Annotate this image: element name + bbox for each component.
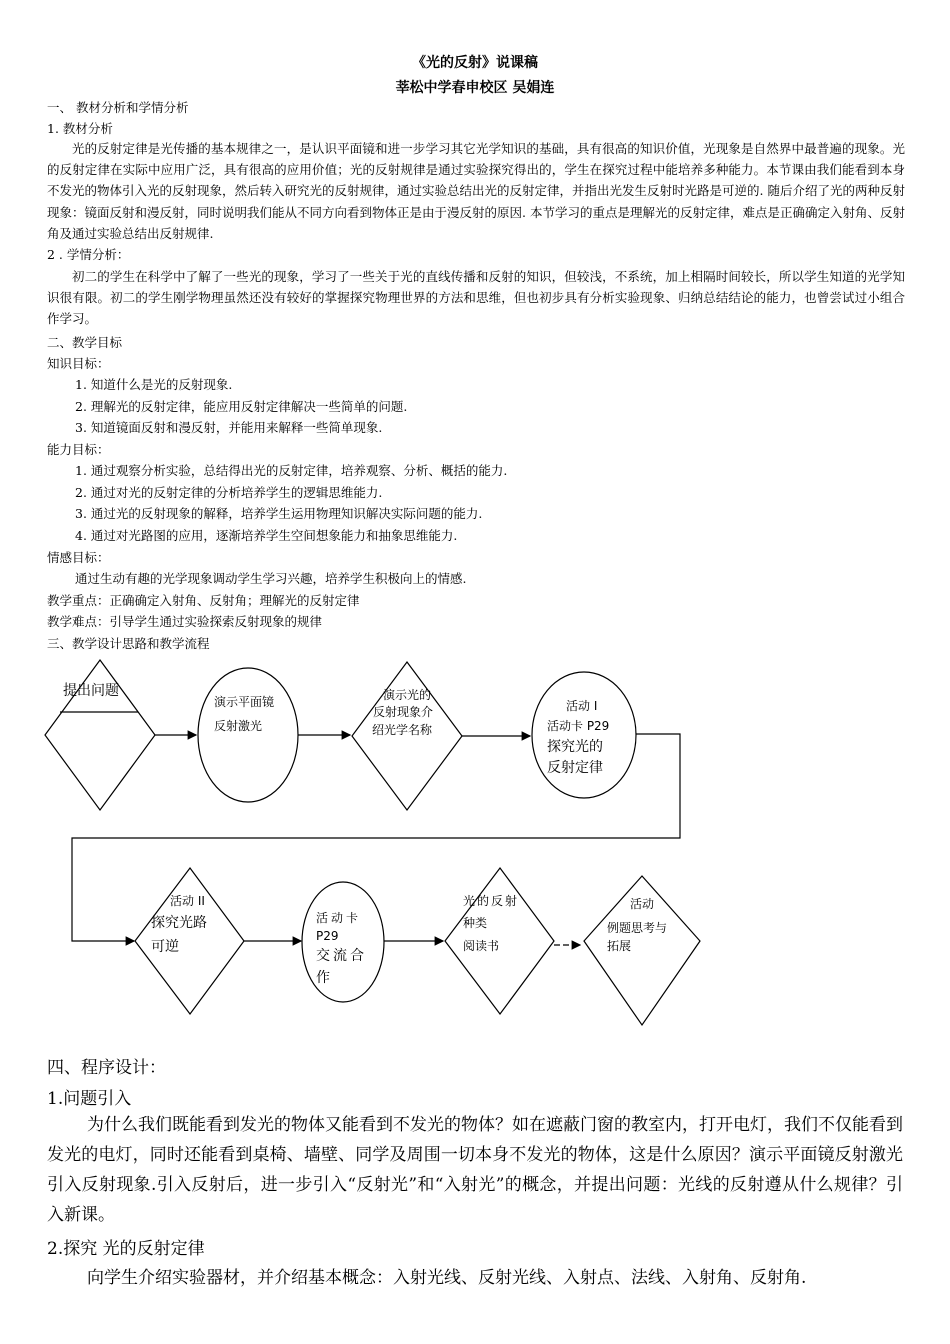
section-1-paragraph-2: 初二的学生在科学中了解了一些光的现象，学习了一些关于光的直线传播和反射的知识，但较浅，不系统，加上相隔时间较长，所以学生知道的光学知识很有限。初二的学生刚学物理虽然还没有较好的掌握探究物理世界的方法和思维，但也初步具有分析实验现象、归纳总结结论的能力，也曾尝试过小组合作学习。 — [47, 269, 905, 327]
flow-node-8-label: 拓展 — [607, 939, 632, 953]
document-title: 《光的反射》说课稿 — [412, 55, 538, 71]
flow-node-5-label: 可逆 — [151, 939, 179, 955]
flow-node-4-label: 活动 I — [566, 699, 598, 713]
flow-node-6-label: 活动卡 — [316, 911, 362, 925]
flow-node-6-label: 作 — [316, 970, 330, 986]
flow-node-7-diamond — [445, 868, 554, 1014]
knowledge-goal-item: 2. 理解光的反射定律，能应用反射定律解决一些简单的问题. — [75, 399, 408, 414]
flow-node-2-ellipse — [198, 668, 298, 802]
flow-node-8-label: 活动 — [630, 897, 655, 911]
flow-node-2-label: 演示平面镜 — [214, 695, 275, 709]
flow-node-7-label: 种类 — [463, 916, 488, 930]
flow-node-6-label: 交流合 — [316, 948, 367, 964]
emotion-goal-text: 通过生动有趣的光学现象调动学生学习兴趣，培养学生积极向上的情感. — [75, 571, 467, 586]
section-4-step-2: 2.探究 光的反射定律 — [47, 1239, 205, 1259]
section-1-sub-1: 1. 教材分析 — [47, 121, 113, 136]
emotion-goals-label: 情感目标： — [47, 550, 110, 565]
section-2-heading: 二、教学目标 — [47, 335, 123, 350]
flow-node-8-label: 例题思考与 — [607, 921, 668, 935]
flow-node-5-label: 探究光路 — [151, 915, 207, 931]
ability-goals-label: 能力目标： — [47, 442, 110, 457]
flow-node-1-label: 提出问题 — [63, 683, 119, 699]
flow-node-3-label: 反射现象介 — [373, 705, 434, 719]
flow-node-4-label: 反射定律 — [547, 760, 603, 776]
flow-node-5-label: 活动 II — [170, 894, 205, 908]
knowledge-goal-item: 3. 知道镜面反射和漫反射，并能用来解释一些简单现象. — [75, 420, 383, 435]
teaching-difficulty: 教学难点：引导学生通过实验探索反射现象的规律 — [47, 614, 323, 629]
flow-node-3-label: 演示光的 — [383, 688, 432, 702]
flow-node-3-label: 绍光学名称 — [372, 723, 433, 737]
ability-goal-item: 4. 通过对光路图的应用，逐渐培养学生空间想象能力和抽象思维能力. — [75, 528, 458, 543]
section-4-step-1: 1.问题引入 — [47, 1089, 132, 1109]
flow-node-7-label: 阅读书 — [463, 939, 500, 953]
section-4-paragraph-2: 向学生介绍实验器材，并介绍基本概念：入射光线、反射光线、入射点、法线、入射角、反射角. — [87, 1268, 807, 1288]
flow-node-4-ellipse — [532, 672, 636, 798]
section-1-heading: 一、 教材分析和学情分析 — [47, 100, 189, 115]
ability-goal-item: 3. 通过光的反射现象的解释，培养学生运用物理知识解决实际问题的能力. — [75, 506, 483, 521]
knowledge-goal-item: 1. 知道什么是光的反射现象. — [75, 377, 233, 392]
flow-node-4-label: 活动卡 P29 — [547, 719, 610, 733]
teaching-flowchart — [0, 650, 950, 1050]
flow-node-6-ellipse — [302, 882, 384, 1002]
section-1-sub-2: 2 . 学情分析： — [47, 247, 130, 262]
flow-node-6-label: P29 — [316, 929, 339, 943]
document-subtitle: 莘松中学春申校区 吴娟连 — [395, 80, 555, 96]
flow-node-2-label: 反射激光 — [214, 719, 263, 733]
knowledge-goals-label: 知识目标： — [47, 356, 110, 371]
flow-node-4-label: 探究光的 — [547, 739, 603, 755]
teaching-key-point: 教学重点：正确确定入射角、反射角；理解光的反射定律 — [47, 593, 360, 608]
ability-goal-item: 2. 通过对光的反射定律的分析培养学生的逻辑思维能力. — [75, 485, 383, 500]
section-1-paragraph-1: 光的反射定律是光传播的基本规律之一，是认识平面镜和进一步学习其它光学知识的基础，具有很高的知识价值，光现象是自然界中最普遍的现象。光的反射定律在实际中应用广泛，具有很高的应用价值；光的反射规律是通过实验探究得出的，学生在探究过程中能培养多种能力。本节课由我们能看到本身不发光的物体引入光的反射现象，然后转入研究光的反射规律，通过实验总结出光的反射定律，并指出光发生反射时光路是可逆的. 随后介绍了光的两种反射现象：镜面反射和漫反射，同时说明我们能从不同方向看到物体正是由于漫反射的原因. 本节学习的重点是理解光的反射定律，难点是正确确定入射角、反射角及通过实验总结出反射规律. — [47, 141, 905, 241]
section-4-paragraph-1: 为什么我们既能看到发光的物体又能看到不发光的物体？如在遮蔽门窗的教室内，打开电灯，我们不仅能看到发光的电灯，同时还能看到桌椅、墙壁、同学及周围一切本身不发光的物体，这是什么原因？演示平面镜反射激光引入反射现象.引入反射后，进一步引入“反射光”和“入射光”的概念，并提出问题：光线的反射遵从什么规律？引入新课。 — [47, 1115, 903, 1225]
flow-node-7-label: 光的反射 — [463, 894, 520, 908]
section-3-heading: 三、教学设计思路和教学流程 — [47, 636, 210, 651]
section-4-heading: 四、程序设计： — [47, 1058, 166, 1078]
ability-goal-item: 1. 通过观察分析实验，总结得出光的反射定律，培养观察、分析、概括的能力. — [75, 463, 508, 478]
